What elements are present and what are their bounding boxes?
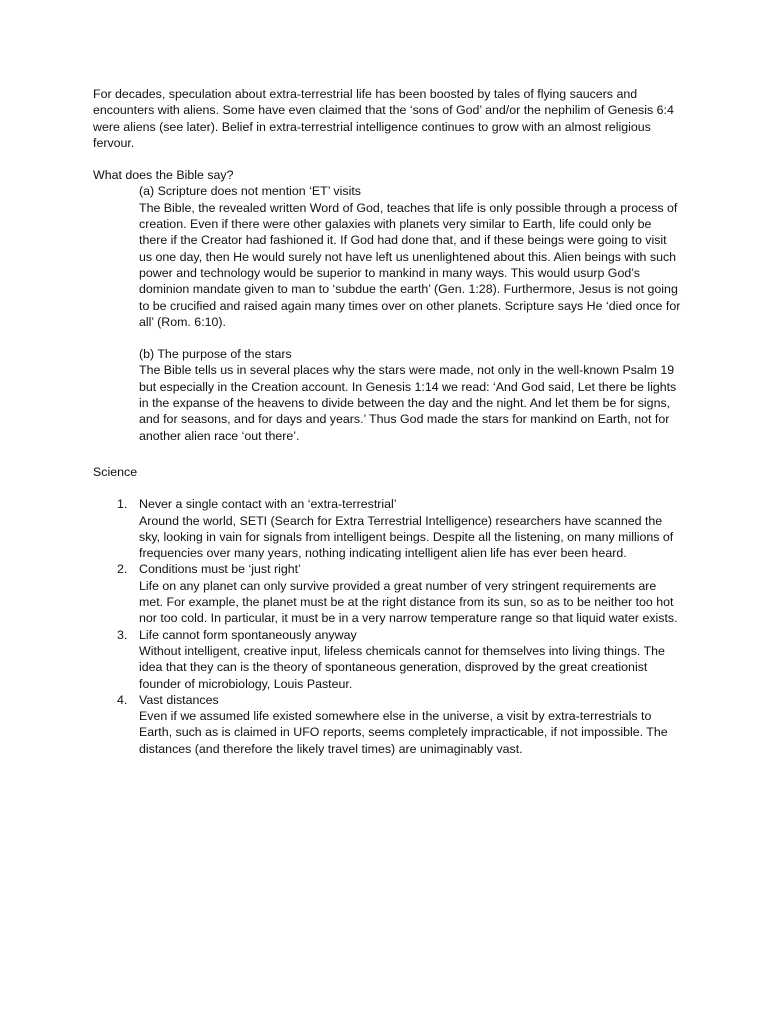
- list-item-number: 4.: [117, 692, 128, 707]
- document-page: [93, 86, 683, 757]
- list-item: [117, 496, 683, 561]
- list-item-body: Even if we assumed life existed somewhere else in the universe, a visit by extra-terrestrials to Earth, such as is claimed in UFO reports, seems completely impracticable, if not impossible. The distances (and therefore the likely travel times) are unimaginably vast.: [139, 709, 668, 756]
- bible-section-b: [139, 346, 683, 444]
- list-item: [117, 692, 683, 757]
- list-item: [117, 627, 683, 692]
- list-item-body: Around the world, SETI (Search for Extra Terrestrial Intelligence) researchers have scanned the sky, looking in vain for signals from intelligent beings. Despite all the listening, on many millions of frequencies over many years, nothing indicating intelligent alien life has ever been heard.: [139, 513, 674, 561]
- list-item-number: 2.: [117, 562, 128, 577]
- list-item-title: Never a single contact with an ‘extra-terrestrial’: [139, 497, 397, 512]
- list-item-title: Conditions must be ‘just right’: [139, 562, 301, 577]
- bible-b-body: The Bible tells us in several places why the stars were made, not only in the well-known Psalm 19 but especially in the Creation account. In Genesis 1:14 we read: ‘And God said, Let there be lights in the expanse of the heavens to divide between the day and the night. And let them be for signs, and for seasons, and for days and years.’ Thus God made the stars for mankind on Earth, not for another alien race ‘out there’.: [139, 363, 677, 443]
- bible-a-title: (a) Scripture does not mention ‘ET’ visits: [139, 184, 361, 199]
- list-item: [117, 561, 683, 626]
- bible-heading: What does the Bible say?: [93, 168, 234, 183]
- bible-b-title: (b) The purpose of the stars: [139, 347, 292, 362]
- bible-a-body: The Bible, the revealed written Word of God, teaches that life is only possible through a process of creation. Even if there were other galaxies with planets very similar to Earth, life could only be there if the Creator had fashioned it. If God had done that, and if these beings were going to visit us one day, then He would surely not have left us unenlightened about this. Alien beings with such power and technology would be superior to mankind in many ways. This would usurp God’s dominion mandate given to man to ‘subdue the earth’ (Gen. 1:28). Furthermore, Jesus is not going to be crucified and raised again many times over on other planets. Scripture says He ‘died once for all’ (Rom. 6:10).: [139, 200, 681, 329]
- list-item-title: Life cannot form spontaneously anyway: [139, 627, 357, 642]
- spacer: [93, 444, 683, 460]
- intro-paragraph: For decades, speculation about extra-terrestrial life has been boosted by tales of flying saucers and encounters with aliens. Some have even claimed that the ‘sons of God’ and/or the nephilim of Genesis 6:4 were aliens (see later). Belief in extra-terrestrial intelligence continues to grow with an almost religious fervour.: [93, 87, 674, 150]
- bible-section-a: [139, 183, 683, 330]
- science-list: [93, 496, 683, 757]
- science-heading: Science: [93, 464, 138, 479]
- list-item-body: Life on any planet can only survive provided a great number of very stringent requirements are met. For example, the planet must be at the right distance from its sun, so as to be neither too hot nor too cold. In particular, it must be in a very narrow temperature range so that liquid water exists.: [139, 578, 678, 626]
- list-item-body: Without intelligent, creative input, lifeless chemicals cannot for themselves into living things. The idea that they can is the theory of spontaneous generation, disproved by the great creationist founder of microbiology, Louis Pasteur.: [139, 643, 665, 691]
- list-item-number: 3.: [117, 627, 128, 642]
- list-item-number: 1.: [117, 497, 128, 512]
- list-item-title: Vast distances: [139, 692, 219, 707]
- spacer: [93, 330, 683, 346]
